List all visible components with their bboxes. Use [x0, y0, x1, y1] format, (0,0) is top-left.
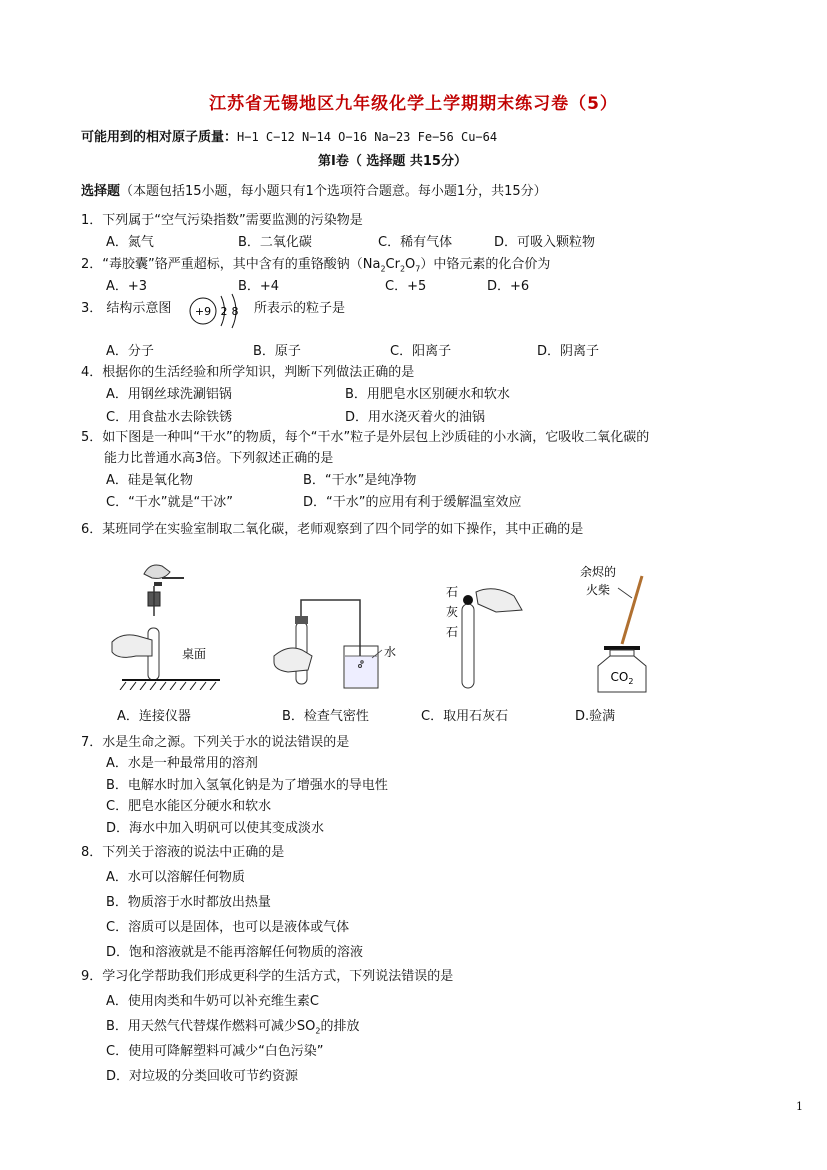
q4-stem: 4．根据你的生活经验和所学知识，判断下列做法正确的是 [81, 365, 415, 380]
q1-option-b: B．二氧化碳 [238, 235, 312, 250]
q5-option-d: D．“干水”的应用有利于缓解温室效应 [303, 495, 522, 510]
q2-stem-a: 2．“毒胶囊”铬严重超标，其中含有的重铬酸钠（Na [81, 257, 381, 272]
q2-stem [81, 256, 550, 279]
q7-option-c: C．肥皂水能区分硬水和软水 [106, 799, 272, 814]
figure-c-label: C．取用石灰石 [421, 709, 509, 724]
exam-title: 江苏省无锡地区九年级化学上学期期末练习卷（5） [209, 94, 618, 114]
q1-option-d: D．可吸入颗粒物 [494, 235, 596, 250]
q9-option-d: D．对垃圾的分类回收可节约资源 [106, 1069, 299, 1084]
q2-mid2: O [405, 257, 416, 272]
section-title: 第Ⅰ卷（ 选择题 共15分） [318, 154, 467, 169]
intro-bold: 选择题 [81, 184, 121, 199]
figure-b-airtightness-check [268, 596, 410, 692]
nucleus-charge: +9 [194, 305, 212, 318]
q9-option-b-text: B．用天然气代替煤作燃料可减少SO [106, 1019, 316, 1034]
q3-option-d: D．阴离子 [537, 344, 600, 359]
q1-stem: 1．下列属于“空气污染指数”需要监测的污染物是 [81, 213, 363, 228]
q8-option-c: C．溶质可以是固体，也可以是液体或气体 [106, 920, 350, 935]
atomic-mass-line [81, 128, 497, 147]
atom-structure-diagram [186, 291, 248, 331]
q4-option-c: C．用食盐水去除铁锈 [106, 410, 233, 425]
q2-sub3: 7 [415, 264, 421, 274]
q8-option-d: D．饱和溶液就是不能再溶解任何物质的溶液 [106, 945, 364, 960]
figure-a-label: A．连接仪器 [117, 709, 191, 724]
limestone-char-3: 石 [446, 625, 459, 639]
q5-stem-1: 5．如下图是一种叫“干水”的物质，每个“干水”粒子是外层包上沙质硅的小水滴，它吸收二氧化碳的 [81, 430, 650, 445]
limestone-char-2: 灰 [446, 605, 459, 619]
q7-option-d: D．海水中加入明矾可以使其变成淡水 [106, 821, 325, 836]
q8-option-a: A．水可以溶解任何物质 [106, 870, 245, 885]
q3-stem-b: 所表示的粒子是 [254, 301, 346, 316]
q7-option-b: B．电解水时加入氢氧化钠是为了增强水的导电性 [106, 778, 388, 793]
q5-option-b: B．“干水”是纯净物 [303, 473, 417, 488]
q2-option-c: C．+5 [385, 279, 427, 294]
q4-option-b: B．用肥皂水区别硬水和软水 [345, 387, 510, 402]
figure-a-connect-apparatus [108, 556, 226, 690]
q4-option-a: A．用钢丝球洗涮铝锅 [106, 387, 232, 402]
figure-c-take-limestone [436, 582, 528, 694]
q2-option-b: B．+4 [238, 279, 280, 294]
q2-sub2: 2 [399, 264, 406, 274]
q9-stem: 9．学习化学帮助我们形成更科学的生活方式，下列说法错误的是 [81, 969, 454, 984]
q2-option-a: A．+3 [106, 279, 148, 294]
q2-stem-b: ）中铬元素的化合价为 [420, 257, 551, 272]
shell2-count: 8 [231, 305, 239, 318]
match-label-2: 火柴 [586, 583, 611, 597]
figure-d-full-check [580, 562, 660, 694]
q9-option-c: C．使用可降解塑料可减少“白色污染” [106, 1044, 324, 1059]
q9-so2-sub: 2 [315, 1026, 321, 1036]
page-number: 1 [796, 1100, 803, 1113]
atomic-mass-values: H−1 C−12 N−14 O−16 Na−23 Fe−56 Cu−64 [237, 130, 498, 144]
co2-label: $CO_2$ [610, 670, 634, 686]
desk-label: 桌面 [182, 647, 207, 661]
q5-option-c: C．“干水”就是“干冰” [106, 495, 234, 510]
q3-option-c: C．阳离子 [390, 344, 452, 359]
q3-stem-a: 3． 结构示意图 [81, 301, 172, 316]
q9-option-b-tail: 的排放 [320, 1019, 360, 1034]
q9-option-a: A．使用肉类和牛奶可以补充维生素C [106, 994, 319, 1009]
q1-option-c: C．稀有气体 [378, 235, 453, 250]
q7-option-a: A．水是一种最常用的溶剂 [106, 756, 258, 771]
q6-stem: 6．某班同学在实验室制取二氧化碳，老师观察到了四个同学的如下操作，其中正确的是 [81, 522, 584, 537]
q3-option-a: A．分子 [106, 344, 154, 359]
figure-d-label: D.验满 [575, 709, 616, 724]
atomic-mass-label: 可能用到的相对原子质量： [81, 130, 238, 145]
q9-option-b [106, 1018, 360, 1041]
q8-option-b: B．物质溶于水时都放出热量 [106, 895, 271, 910]
q2-sub1: 2 [380, 264, 386, 274]
intro-line [81, 183, 547, 201]
q5-stem-2: 能力比普通水高3倍。下列叙述正确的是 [104, 451, 334, 466]
water-label: 水 [384, 645, 397, 659]
q2-mid1: Cr [385, 257, 400, 272]
intro-text: （本题包括15小题，每小题只有1个选项符合题意。每小题1分，共15分） [120, 184, 547, 199]
limestone-char-1: 石 [446, 585, 459, 599]
figure-b-label: B．检查气密性 [282, 709, 369, 724]
q3-option-b: B．原子 [253, 344, 301, 359]
q8-stem: 8．下列关于溶液的说法中正确的是 [81, 845, 285, 860]
q1-option-a: A．氮气 [106, 235, 154, 250]
q4-option-d: D．用水浇灭着火的油锅 [345, 410, 486, 425]
shell1-count: 2 [220, 305, 228, 318]
q2-option-d: D．+6 [487, 279, 530, 294]
q7-stem: 7．水是生命之源。下列关于水的说法错误的是 [81, 735, 350, 750]
match-label-1: 余烬的 [580, 565, 617, 579]
q5-option-a: A．硅是氧化物 [106, 473, 193, 488]
